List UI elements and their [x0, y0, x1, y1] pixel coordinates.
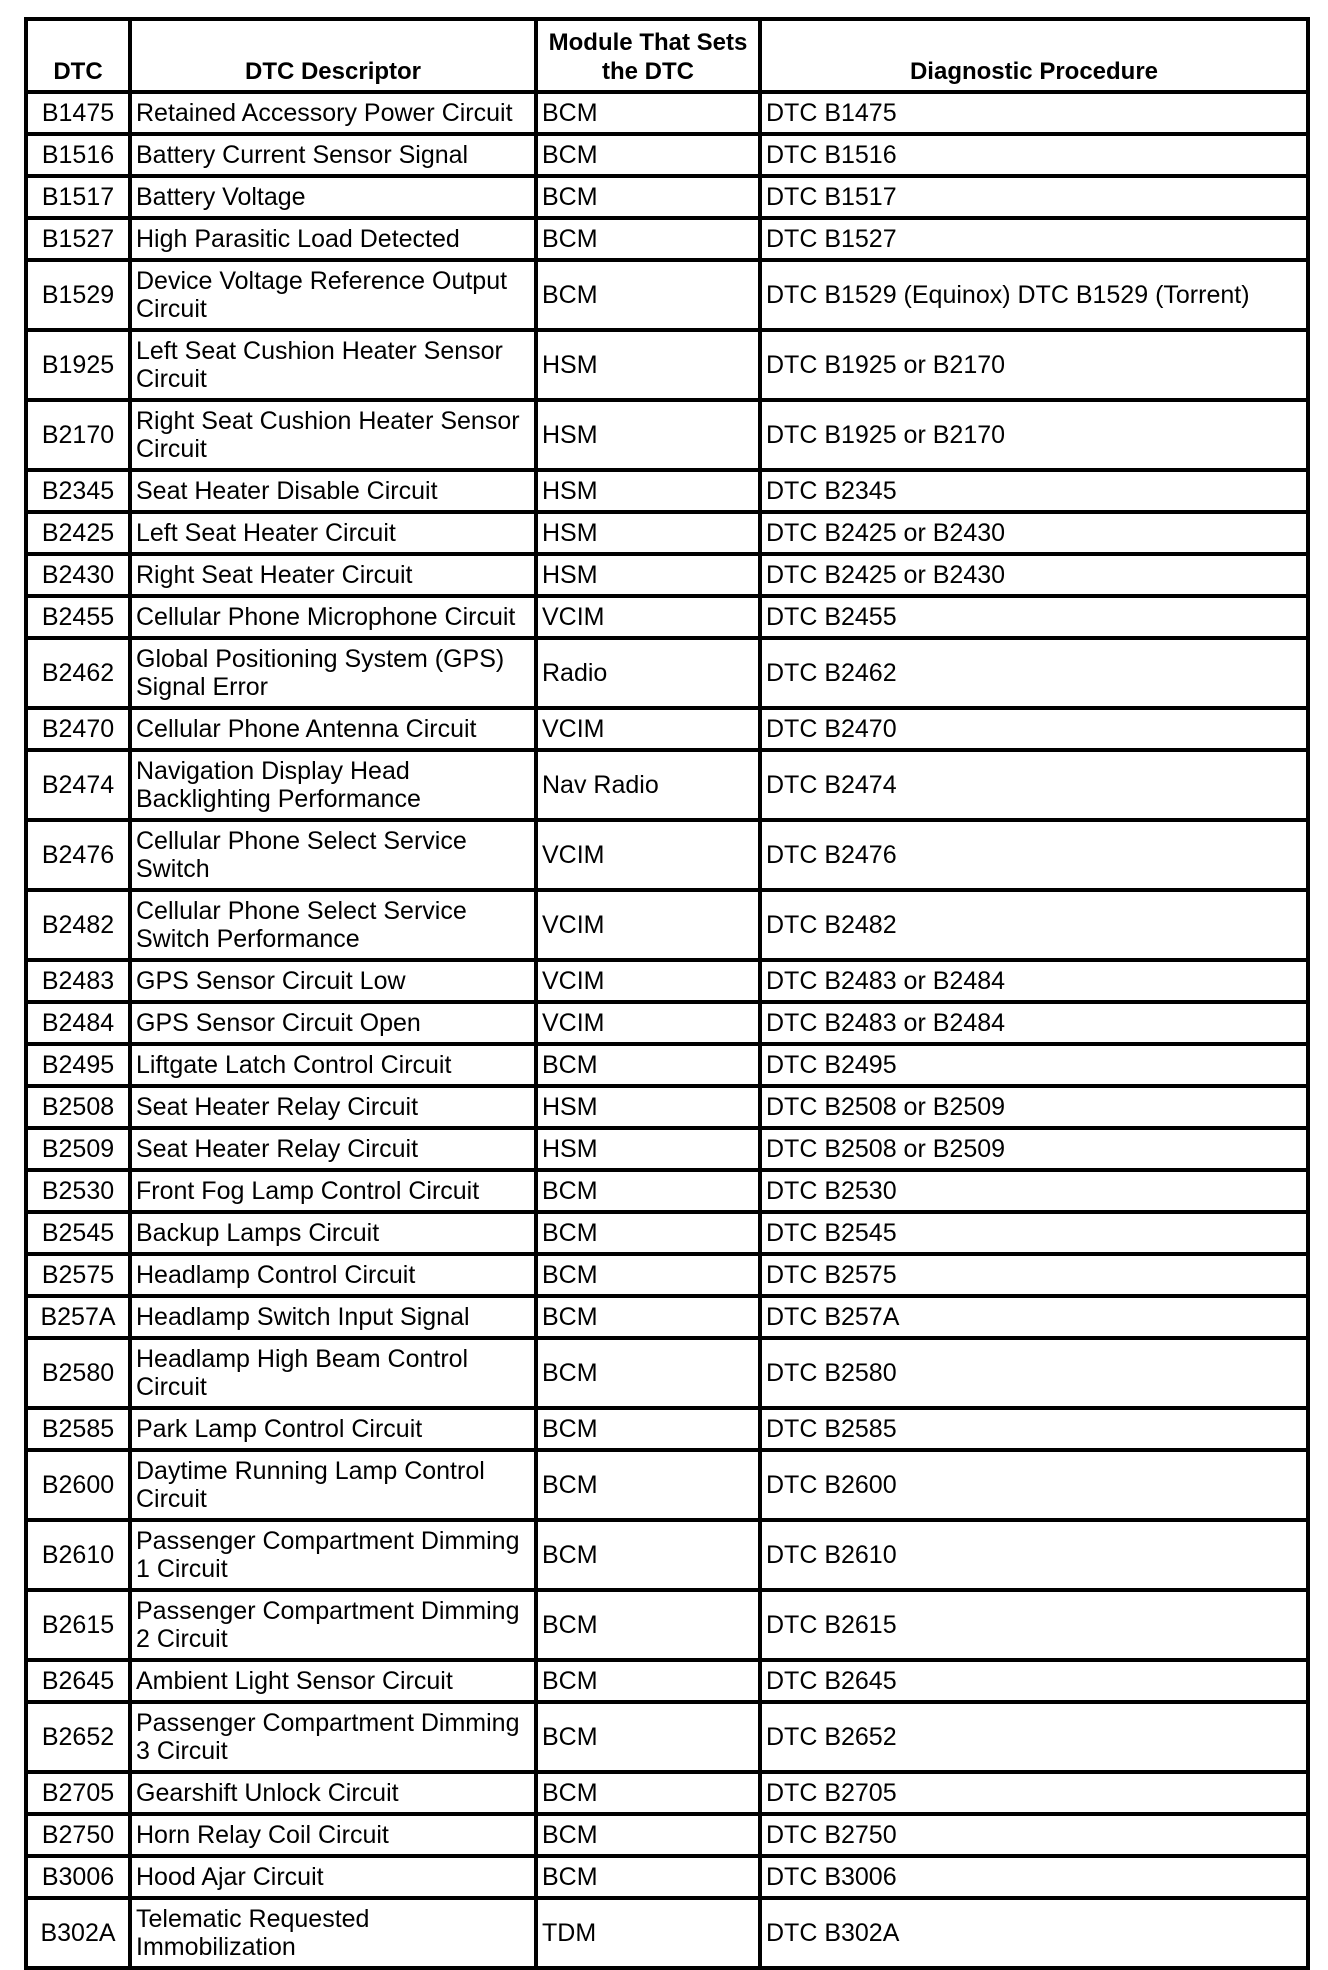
dtc-code-cell: B2585 [26, 1408, 130, 1450]
dtc-code-cell: B2455 [26, 596, 130, 638]
dtc-descriptor-cell: Cellular Phone Antenna Circuit [130, 708, 536, 750]
dtc-descriptor-cell: Headlamp High Beam Control Circuit [130, 1338, 536, 1408]
table-row [26, 890, 1308, 960]
module-cell: BCM [536, 176, 760, 218]
diagnostic-procedure-cell: DTC B2455 [760, 596, 1308, 638]
diagnostic-procedure-cell: DTC B257A [760, 1296, 1308, 1338]
dtc-code-cell: B2470 [26, 708, 130, 750]
diagnostic-procedure-cell: DTC B2425 or B2430 [760, 512, 1308, 554]
dtc-descriptor-cell: Hood Ajar Circuit [130, 1856, 536, 1898]
dtc-code-cell: B1529 [26, 260, 130, 330]
table-row [26, 470, 1308, 512]
dtc-code-cell: B2645 [26, 1660, 130, 1702]
diagnostic-procedure-cell: DTC B2580 [760, 1338, 1308, 1408]
dtc-table [24, 17, 1310, 1970]
diagnostic-procedure-cell: DTC B1475 [760, 92, 1308, 134]
diagnostic-procedure-cell: DTC B2575 [760, 1254, 1308, 1296]
dtc-descriptor-cell: Seat Heater Relay Circuit [130, 1128, 536, 1170]
module-cell: VCIM [536, 960, 760, 1002]
dtc-descriptor-cell: Daytime Running Lamp Control Circuit [130, 1450, 536, 1520]
diagnostic-procedure-cell: DTC B2474 [760, 750, 1308, 820]
diagnostic-procedure-cell: DTC B2750 [760, 1814, 1308, 1856]
module-cell: BCM [536, 1170, 760, 1212]
diagnostic-procedure-cell: DTC B2585 [760, 1408, 1308, 1450]
module-cell: HSM [536, 512, 760, 554]
module-cell: BCM [536, 1660, 760, 1702]
table-row [26, 218, 1308, 260]
diagnostic-procedure-cell: DTC B2530 [760, 1170, 1308, 1212]
dtc-descriptor-cell: Gearshift Unlock Circuit [130, 1772, 536, 1814]
diagnostic-procedure-cell: DTC B3006 [760, 1856, 1308, 1898]
dtc-descriptor-cell: Retained Accessory Power Circuit [130, 92, 536, 134]
dtc-code-cell: B2530 [26, 1170, 130, 1212]
diagnostic-procedure-cell: DTC B2482 [760, 890, 1308, 960]
table-row [26, 260, 1308, 330]
dtc-code-cell: B2545 [26, 1212, 130, 1254]
diagnostic-procedure-cell: DTC B2610 [760, 1520, 1308, 1590]
dtc-descriptor-cell: Telematic Requested Immobilization [130, 1898, 536, 1968]
table-row [26, 1296, 1308, 1338]
diagnostic-procedure-cell: DTC B2508 or B2509 [760, 1086, 1308, 1128]
dtc-code-cell: B2610 [26, 1520, 130, 1590]
table-row [26, 1128, 1308, 1170]
table-row [26, 134, 1308, 176]
dtc-descriptor-cell: Left Seat Cushion Heater Sensor Circuit [130, 330, 536, 400]
table-row [26, 820, 1308, 890]
diagnostic-procedure-cell: DTC B2615 [760, 1590, 1308, 1660]
table-row [26, 1520, 1308, 1590]
dtc-descriptor-cell: Ambient Light Sensor Circuit [130, 1660, 536, 1702]
diagnostic-procedure-cell: DTC B2508 or B2509 [760, 1128, 1308, 1170]
dtc-code-cell: B2580 [26, 1338, 130, 1408]
table-row [26, 1212, 1308, 1254]
module-cell: VCIM [536, 890, 760, 960]
dtc-code-cell: B1527 [26, 218, 130, 260]
module-cell: HSM [536, 400, 760, 470]
table-row [26, 1660, 1308, 1702]
diagnostic-procedure-cell: DTC B1527 [760, 218, 1308, 260]
dtc-descriptor-cell: Battery Voltage [130, 176, 536, 218]
module-cell: HSM [536, 1086, 760, 1128]
table-row [26, 1450, 1308, 1520]
dtc-code-cell: B2575 [26, 1254, 130, 1296]
table-row [26, 1338, 1308, 1408]
dtc-code-cell: B302A [26, 1898, 130, 1968]
table-row [26, 1044, 1308, 1086]
module-cell: VCIM [536, 1002, 760, 1044]
table-row [26, 1814, 1308, 1856]
dtc-code-cell: B2509 [26, 1128, 130, 1170]
table-row [26, 1170, 1308, 1212]
dtc-code-cell: B2652 [26, 1702, 130, 1772]
table-row [26, 512, 1308, 554]
table-row [26, 1086, 1308, 1128]
dtc-descriptor-cell: High Parasitic Load Detected [130, 218, 536, 260]
dtc-descriptor-cell: Right Seat Heater Circuit [130, 554, 536, 596]
dtc-code-cell: B2615 [26, 1590, 130, 1660]
module-cell: HSM [536, 470, 760, 512]
module-cell: BCM [536, 134, 760, 176]
module-cell: BCM [536, 1702, 760, 1772]
diagnostic-procedure-cell: DTC B2476 [760, 820, 1308, 890]
header-procedure: Diagnostic Procedure [760, 19, 1308, 92]
table-row [26, 1408, 1308, 1450]
table-row [26, 330, 1308, 400]
header-descriptor: DTC Descriptor [130, 19, 536, 92]
dtc-code-cell: B1925 [26, 330, 130, 400]
module-cell: BCM [536, 1338, 760, 1408]
dtc-code-cell: B2345 [26, 470, 130, 512]
dtc-descriptor-cell: Cellular Phone Microphone Circuit [130, 596, 536, 638]
dtc-code-cell: B2483 [26, 960, 130, 1002]
module-cell: Nav Radio [536, 750, 760, 820]
diagnostic-procedure-cell: DTC B1516 [760, 134, 1308, 176]
table-row [26, 554, 1308, 596]
dtc-descriptor-cell: Front Fog Lamp Control Circuit [130, 1170, 536, 1212]
dtc-code-cell: B2170 [26, 400, 130, 470]
table-row [26, 1002, 1308, 1044]
diagnostic-procedure-cell: DTC B2545 [760, 1212, 1308, 1254]
module-cell: TDM [536, 1898, 760, 1968]
table-row [26, 400, 1308, 470]
diagnostic-procedure-cell: DTC B2345 [760, 470, 1308, 512]
dtc-code-cell: B2484 [26, 1002, 130, 1044]
dtc-descriptor-cell: Horn Relay Coil Circuit [130, 1814, 536, 1856]
table-row [26, 596, 1308, 638]
module-cell: VCIM [536, 820, 760, 890]
diagnostic-procedure-cell: DTC B2470 [760, 708, 1308, 750]
table-row [26, 1702, 1308, 1772]
dtc-descriptor-cell: Headlamp Control Circuit [130, 1254, 536, 1296]
table-row [26, 1590, 1308, 1660]
dtc-code-cell: B2750 [26, 1814, 130, 1856]
module-cell: BCM [536, 1856, 760, 1898]
dtc-code-cell: B2425 [26, 512, 130, 554]
table-row [26, 750, 1308, 820]
dtc-code-cell: B1516 [26, 134, 130, 176]
module-cell: BCM [536, 1044, 760, 1086]
header-dtc: DTC [26, 19, 130, 92]
module-cell: BCM [536, 1450, 760, 1520]
module-cell: BCM [536, 92, 760, 134]
module-cell: BCM [536, 1520, 760, 1590]
dtc-code-cell: B3006 [26, 1856, 130, 1898]
dtc-descriptor-cell: Backup Lamps Circuit [130, 1212, 536, 1254]
dtc-code-cell: B2474 [26, 750, 130, 820]
dtc-descriptor-cell: Passenger Compartment Dimming 1 Circuit [130, 1520, 536, 1590]
table-row [26, 1772, 1308, 1814]
diagnostic-procedure-cell: DTC B2495 [760, 1044, 1308, 1086]
table-body [26, 92, 1308, 1968]
diagnostic-procedure-cell: DTC B2652 [760, 1702, 1308, 1772]
diagnostic-procedure-cell: DTC B2462 [760, 638, 1308, 708]
diagnostic-procedure-cell: DTC B2483 or B2484 [760, 960, 1308, 1002]
diagnostic-procedure-cell: DTC B302A [760, 1898, 1308, 1968]
module-cell: BCM [536, 218, 760, 260]
diagnostic-procedure-cell: DTC B1925 or B2170 [760, 400, 1308, 470]
table-row [26, 1254, 1308, 1296]
module-cell: HSM [536, 554, 760, 596]
dtc-code-cell: B1475 [26, 92, 130, 134]
table-row [26, 1898, 1308, 1968]
module-cell: VCIM [536, 708, 760, 750]
module-cell: BCM [536, 1296, 760, 1338]
table-row [26, 176, 1308, 218]
dtc-code-cell: B2430 [26, 554, 130, 596]
table-row [26, 638, 1308, 708]
dtc-descriptor-cell: Battery Current Sensor Signal [130, 134, 536, 176]
module-cell: HSM [536, 1128, 760, 1170]
dtc-code-cell: B2462 [26, 638, 130, 708]
dtc-descriptor-cell: Right Seat Cushion Heater Sensor Circuit [130, 400, 536, 470]
diagnostic-procedure-cell: DTC B2483 or B2484 [760, 1002, 1308, 1044]
dtc-descriptor-cell: Park Lamp Control Circuit [130, 1408, 536, 1450]
diagnostic-procedure-cell: DTC B1925 or B2170 [760, 330, 1308, 400]
header-row [26, 19, 1308, 92]
module-cell: BCM [536, 1212, 760, 1254]
module-cell: BCM [536, 1590, 760, 1660]
dtc-code-cell: B2495 [26, 1044, 130, 1086]
dtc-descriptor-cell: Global Positioning System (GPS) Signal Error [130, 638, 536, 708]
module-cell: VCIM [536, 596, 760, 638]
dtc-descriptor-cell: Device Voltage Reference Output Circuit [130, 260, 536, 330]
dtc-descriptor-cell: Liftgate Latch Control Circuit [130, 1044, 536, 1086]
module-cell: BCM [536, 1254, 760, 1296]
module-cell: BCM [536, 1772, 760, 1814]
diagnostic-procedure-cell: DTC B2645 [760, 1660, 1308, 1702]
dtc-descriptor-cell: Cellular Phone Select Service Switch [130, 820, 536, 890]
diagnostic-procedure-cell: DTC B1529 (Equinox) DTC B1529 (Torrent) [760, 260, 1308, 330]
table-row [26, 960, 1308, 1002]
dtc-code-cell: B2508 [26, 1086, 130, 1128]
dtc-code-cell: B2482 [26, 890, 130, 960]
table-row [26, 1856, 1308, 1898]
table-row [26, 92, 1308, 134]
dtc-descriptor-cell: Passenger Compartment Dimming 3 Circuit [130, 1702, 536, 1772]
dtc-descriptor-cell: Left Seat Heater Circuit [130, 512, 536, 554]
module-cell: BCM [536, 1814, 760, 1856]
dtc-code-cell: B2600 [26, 1450, 130, 1520]
header-module: Module That Sets the DTC [536, 19, 760, 92]
dtc-descriptor-cell: Navigation Display Head Backlighting Performance [130, 750, 536, 820]
diagnostic-procedure-cell: DTC B2705 [760, 1772, 1308, 1814]
dtc-code-cell: B2476 [26, 820, 130, 890]
module-cell: HSM [536, 330, 760, 400]
dtc-descriptor-cell: GPS Sensor Circuit Low [130, 960, 536, 1002]
diagnostic-procedure-cell: DTC B2425 or B2430 [760, 554, 1308, 596]
dtc-code-cell: B1517 [26, 176, 130, 218]
dtc-code-cell: B2705 [26, 1772, 130, 1814]
dtc-descriptor-cell: Headlamp Switch Input Signal [130, 1296, 536, 1338]
module-cell: BCM [536, 260, 760, 330]
dtc-descriptor-cell: GPS Sensor Circuit Open [130, 1002, 536, 1044]
dtc-descriptor-cell: Cellular Phone Select Service Switch Performance [130, 890, 536, 960]
dtc-descriptor-cell: Seat Heater Disable Circuit [130, 470, 536, 512]
table-row [26, 708, 1308, 750]
diagnostic-procedure-cell: DTC B1517 [760, 176, 1308, 218]
module-cell: BCM [536, 1408, 760, 1450]
dtc-descriptor-cell: Passenger Compartment Dimming 2 Circuit [130, 1590, 536, 1660]
diagnostic-procedure-cell: DTC B2600 [760, 1450, 1308, 1520]
dtc-code-cell: B257A [26, 1296, 130, 1338]
module-cell: Radio [536, 638, 760, 708]
dtc-descriptor-cell: Seat Heater Relay Circuit [130, 1086, 536, 1128]
